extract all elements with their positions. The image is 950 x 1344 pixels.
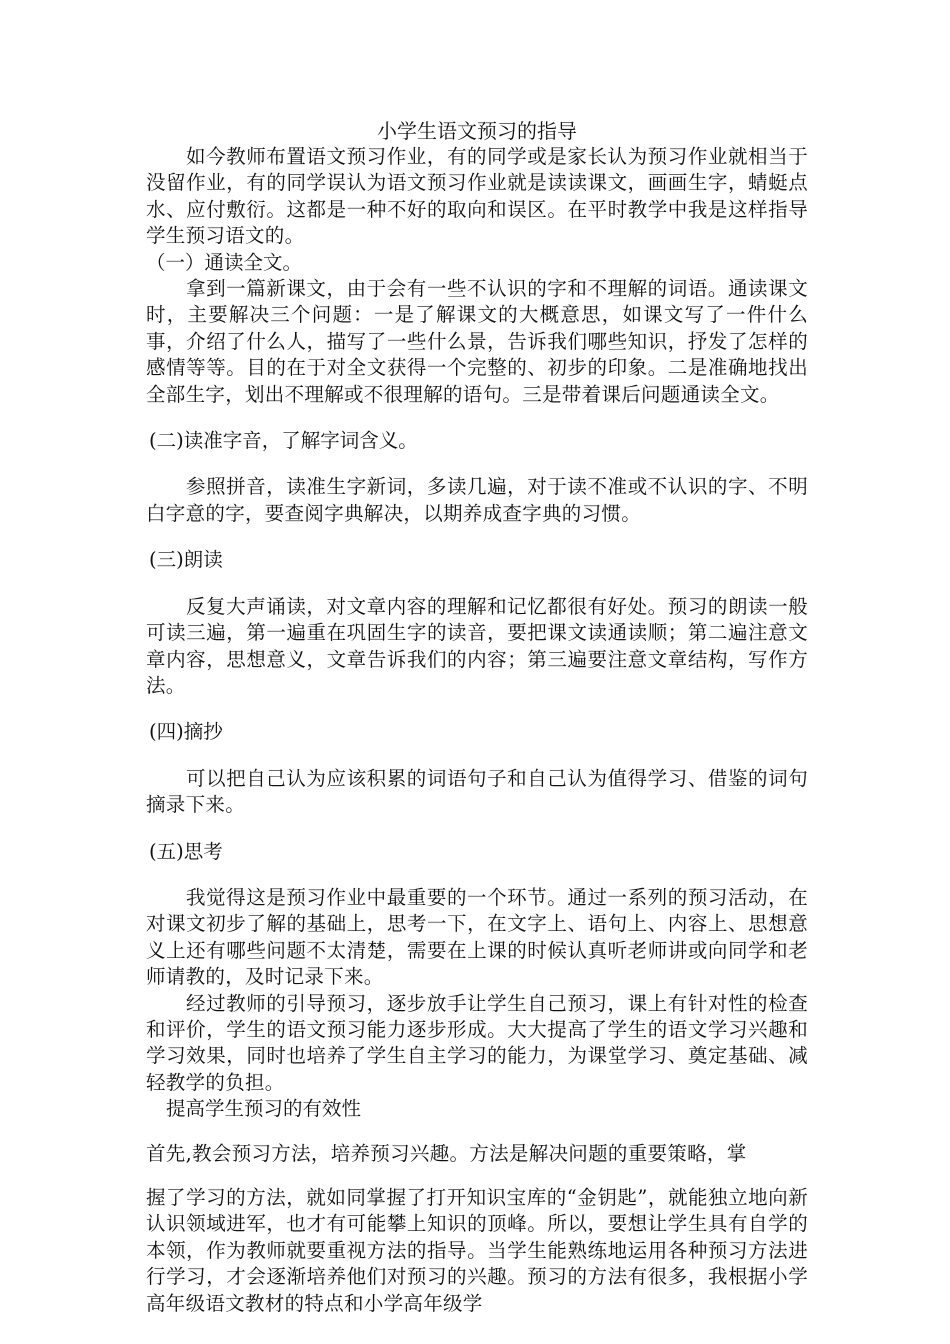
part2-paragraph: 握了学习的方法，就如同掌握了打开知识宝库的“金钥匙”，就能独立地向新认识领域进军，也才有可能攀上知识的顶峰。所以，要想让学生具有自学的本领，作为教师就要重视方法的指导。当学生能熟练地运用各种预习方法进行学习，才会逐渐培养他们对预习的兴趣。预习的方法有很多，我根据小学高年级语文教材的特点和小学高年级学 bbox=[146, 1186, 808, 1315]
section-body-4: 可以把自己认为应该积累的词语句子和自己认为值得学习、借鉴的词句摘录下来。 bbox=[146, 766, 808, 817]
intro-paragraph: 如今教师布置语文预习作业，有的同学或是家长认为预习作业就相当于没留作业，有的同学误认为语文预习作业就是读读课文，画画生字，蜻蜓点水、应付敷衍。这都是一种不好的取向和误区。在平时教学中我是这样指导学生预习语文的。 bbox=[146, 145, 808, 248]
section-heading-2: (二)读准字音，了解字词含义。 bbox=[149, 429, 418, 453]
subtitle: 提高学生预习的有效性 bbox=[166, 1097, 362, 1121]
section-body-1: 拿到一篇新课文，由于会有一些不认识的字和不理解的词语。通读课文时，主要解决三个问题：一是了解课文的大概意思，如课文写了一件什么事，介绍了什么人，描写了一些什么景，告诉我们哪些知识，抒发了怎样的感情等等。目的在于对全文获得一个完整的、初步的印象。二是准确地找出全部生字，划出不理解或不很理解的语句。三是带着课后问题通读全文。 bbox=[146, 277, 808, 406]
part2-first-line: 首先,教会预习方法，培养预习兴趣。方法是解决问题的重要策略，掌 bbox=[146, 1141, 747, 1165]
document-page bbox=[146, 118, 808, 1317]
section-body-2: 参照拼音，读准生字新词，多读几遍，对于读不准或不认识的字、不明白字意的字，要查阅字典解决，以期养成查字典的习惯。 bbox=[146, 475, 808, 525]
document-title: 小学生语文预习的指导 bbox=[377, 119, 577, 143]
section-heading-3: (三)朗读 bbox=[149, 548, 223, 572]
section-heading-5: (五)思考 bbox=[149, 839, 223, 863]
section-body-5: 我觉得这是预习作业中最重要的一个环节。通过一系列的预习活动，在对课文初步了解的基础上，思考一下，在文字上、语句上、内容上、思想意义上还有哪些问题不太清楚，需要在上课的时候认真听老师讲或向同学和老师请教的，及时记录下来。 bbox=[146, 885, 808, 989]
conclusion-paragraph: 经过教师的引导预习，逐步放手让学生自己预习，课上有针对性的检查和评价，学生的语文预习能力逐步形成。大大提高了学生的语文学习兴趣和学习效果，同时也培养了学生自主学习的能力，为课堂学习、奠定基础、减轻教学的负担。 bbox=[146, 991, 808, 1094]
section-heading-4: (四)摘抄 bbox=[149, 720, 223, 744]
section-heading-1: （一）通读全文。 bbox=[146, 250, 303, 274]
section-body-3: 反复大声诵读，对文章内容的理解和记忆都很有好处。预习的朗读一般可读三遍，第一遍重在巩固生字的读音，要把课文读通读顺；第二遍注意文章内容，思想意义，文章告诉我们的内容；第三遍要注意文章结构，写作方法。 bbox=[146, 594, 808, 697]
